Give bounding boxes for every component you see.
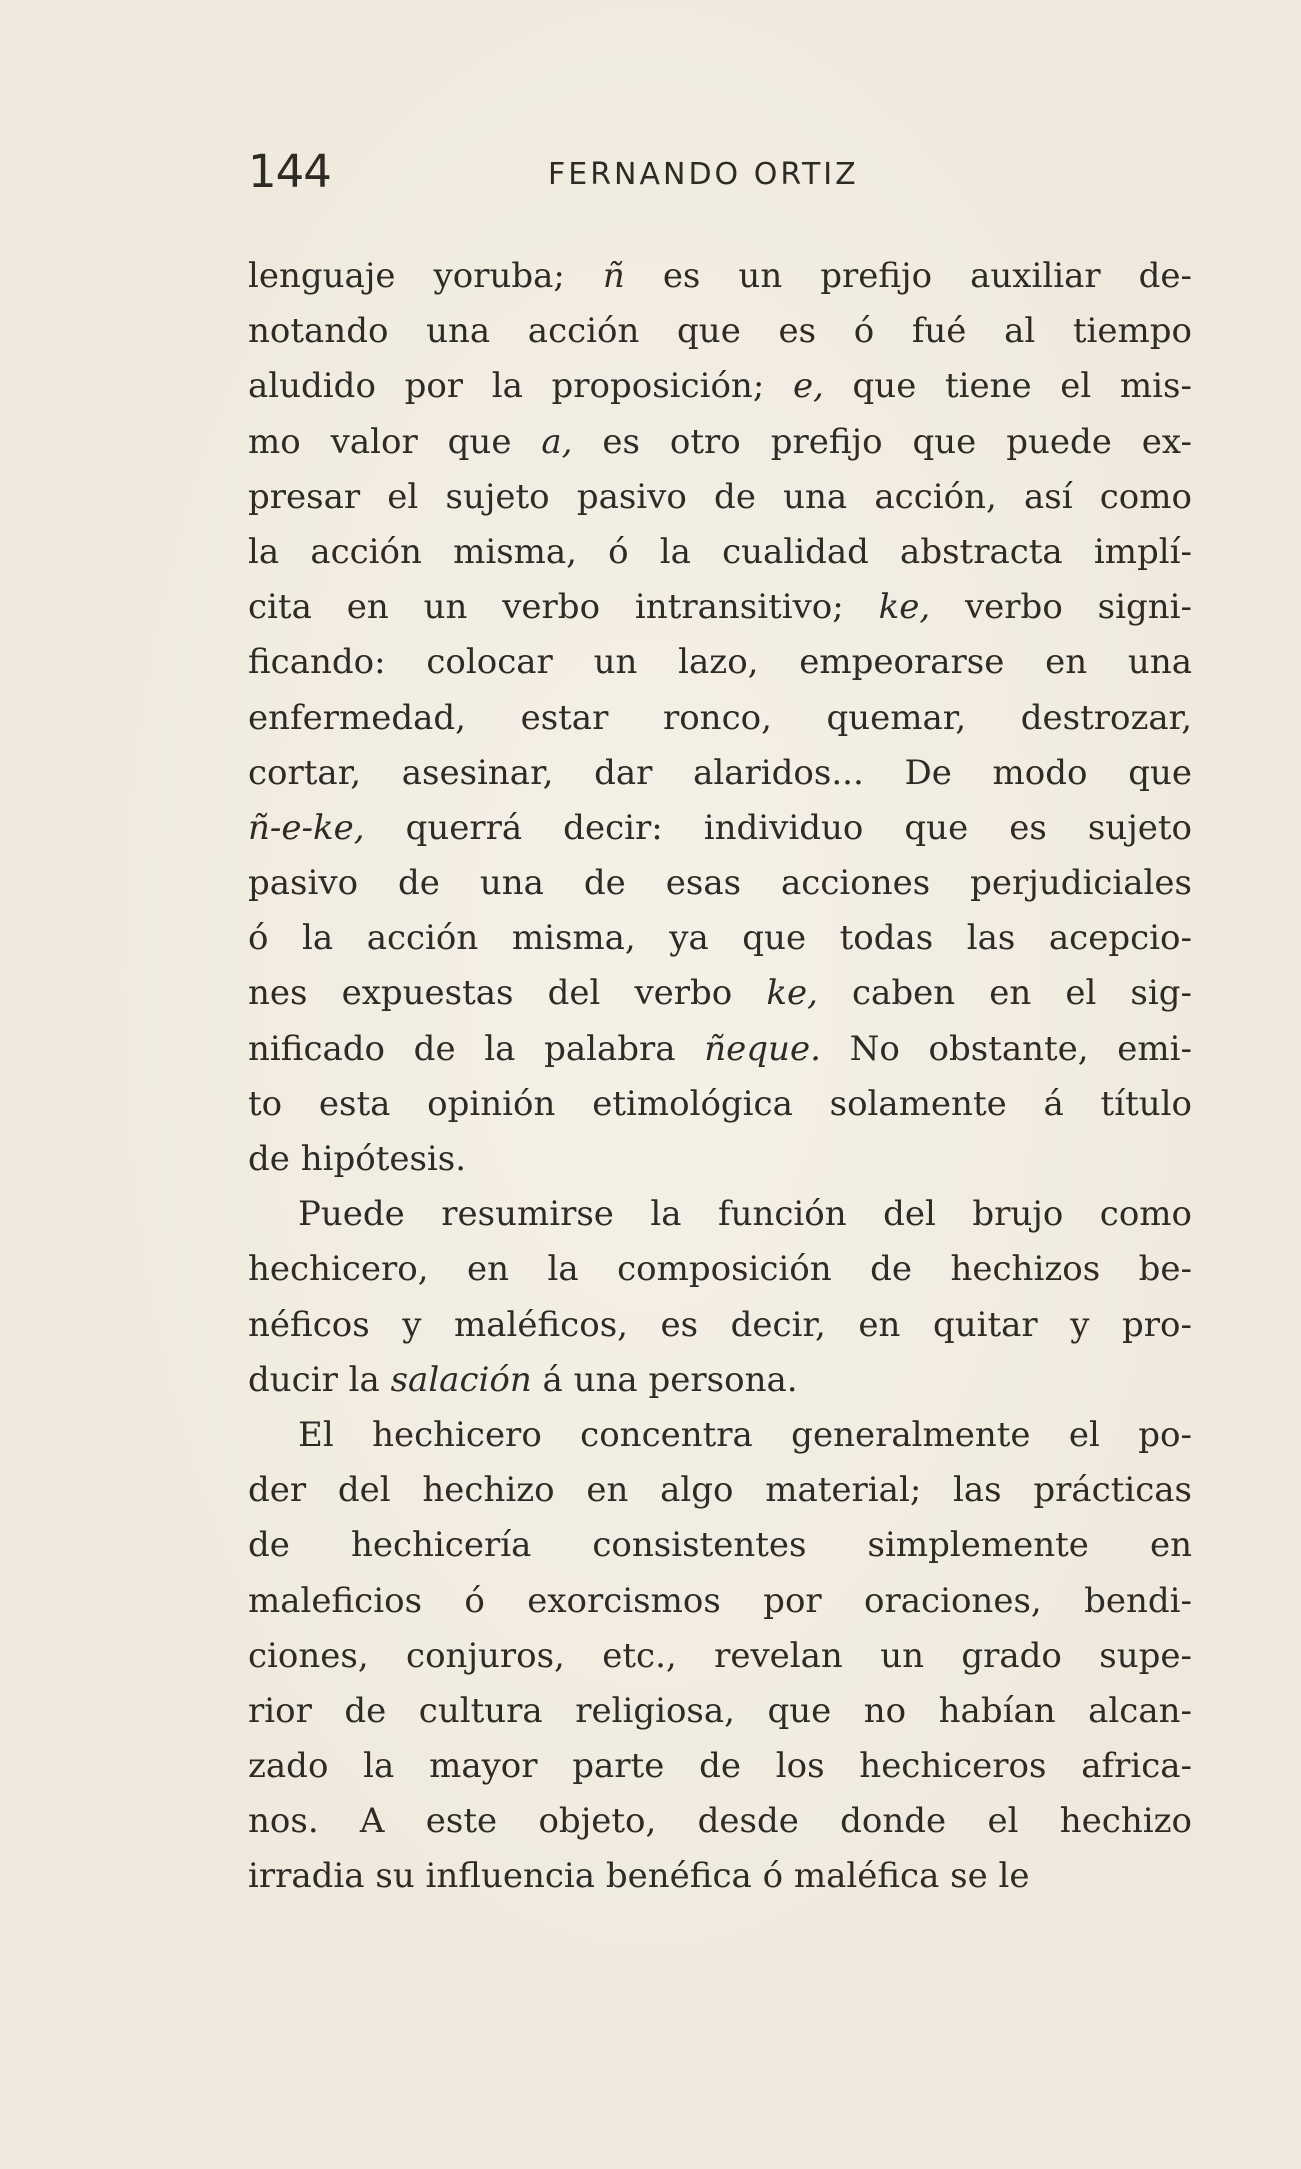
paragraph xyxy=(248,1187,1192,1408)
text-line xyxy=(248,966,1192,1021)
text-line xyxy=(248,1849,1192,1904)
text-run: ó la acción misma, ya que todas las acepcio- xyxy=(248,918,1192,959)
text-run: querrá decir: individuo que es sujeto xyxy=(364,807,1192,848)
text-run: hechicero, en la composición de hechizos be- xyxy=(248,1249,1192,1290)
text-line xyxy=(248,1739,1192,1794)
text-line xyxy=(248,801,1192,856)
text-run: aludido por la proposición; xyxy=(248,366,793,407)
text-run: néficos y maléficos, es decir, en quitar y pro- xyxy=(248,1304,1192,1345)
text-line xyxy=(248,580,1192,635)
text-line xyxy=(248,470,1192,525)
italic-word: salación xyxy=(390,1359,532,1400)
body-text xyxy=(248,249,1192,1905)
paragraph xyxy=(248,1408,1192,1905)
text-run: cortar, asesinar, dar alaridos... De modo que xyxy=(248,752,1192,793)
text-line xyxy=(248,1298,1192,1353)
text-run: presar el sujeto pasivo de una acción, así como xyxy=(248,476,1192,517)
text-run: ficando: colocar un lazo, empeorarse en una xyxy=(248,642,1192,683)
text-run: maleficios ó exorcismos por oraciones, bendi- xyxy=(248,1580,1192,1621)
page-number: 144 xyxy=(248,145,331,198)
text-line xyxy=(248,1353,1192,1408)
text-run: notando una acción que es ó fué al tiempo xyxy=(248,311,1192,352)
text-run: zado la mayor parte de los hechiceros africa- xyxy=(248,1746,1192,1787)
italic-word: a, xyxy=(541,421,573,462)
text-run: de hechicería consistentes simplemente en xyxy=(248,1525,1192,1566)
text-run: caben en el sig- xyxy=(817,973,1192,1014)
text-line xyxy=(248,249,1192,304)
italic-word: ñeque. xyxy=(704,1028,821,1069)
text-line xyxy=(248,856,1192,911)
text-run: pasivo de una de esas acciones perjudiciales xyxy=(248,863,1192,904)
text-line xyxy=(248,1794,1192,1849)
page-header xyxy=(248,145,1188,205)
text-run: rior de cultura religiosa, que no habían alcan- xyxy=(248,1690,1192,1731)
text-line xyxy=(248,1077,1192,1132)
text-line xyxy=(248,415,1192,470)
text-line xyxy=(248,691,1192,746)
text-line xyxy=(248,1463,1192,1518)
text-run: der del hechizo en algo material; las prácticas xyxy=(248,1470,1192,1511)
text-line xyxy=(248,1022,1192,1077)
text-line xyxy=(248,1132,1192,1187)
italic-word: ke, xyxy=(878,587,931,628)
text-run: es otro prefijo que puede ex- xyxy=(572,421,1192,462)
text-run: No obstante, emi- xyxy=(820,1028,1192,1069)
text-run: Puede resumirse la función del brujo como xyxy=(298,1194,1192,1235)
text-line xyxy=(248,1629,1192,1684)
text-line xyxy=(248,304,1192,359)
italic-word: ke, xyxy=(766,973,818,1014)
text-line xyxy=(248,746,1192,801)
text-run: enfermedad, estar ronco, quemar, destrozar, xyxy=(248,697,1192,738)
text-run: la acción misma, ó la cualidad abstracta implí- xyxy=(248,531,1192,572)
text-line xyxy=(248,1684,1192,1739)
text-run: nes expuestas del verbo xyxy=(248,973,767,1014)
text-line xyxy=(248,1242,1192,1297)
text-run: que tiene el mis- xyxy=(823,366,1192,407)
running-head: FERNANDO ORTIZ xyxy=(548,157,859,192)
text-run: de hipótesis. xyxy=(248,1139,467,1179)
text-run: ducir la xyxy=(248,1359,391,1400)
text-line xyxy=(248,635,1192,690)
text-run: to esta opinión etimológica solamente á título xyxy=(248,1083,1192,1124)
text-run: verbo signi- xyxy=(930,587,1192,628)
text-line xyxy=(248,359,1192,414)
text-run: El hechicero concentra generalmente el po- xyxy=(298,1414,1192,1455)
text-run: ciones, conjuros, etc., revelan un grado supe- xyxy=(248,1635,1192,1676)
text-run: es un prefijo auxiliar de- xyxy=(624,256,1192,296)
text-run: nos. A este objeto, desde donde el hechizo xyxy=(248,1801,1192,1842)
text-run: irradia su influencia benéfica ó maléfica se le xyxy=(248,1856,1030,1897)
text-run: cita en un verbo intransitivo; xyxy=(248,587,879,628)
italic-word: ñ xyxy=(602,256,625,296)
text-run: lenguaje yoruba; xyxy=(248,256,603,296)
paragraph xyxy=(248,249,1192,1187)
text-line xyxy=(248,911,1192,966)
text-line xyxy=(248,1574,1192,1629)
text-line xyxy=(248,1187,1192,1242)
text-line xyxy=(248,525,1192,580)
text-line xyxy=(248,1518,1192,1573)
text-run: mo valor que xyxy=(248,421,542,462)
italic-word: e, xyxy=(792,366,824,407)
text-run: nificado de la palabra xyxy=(248,1028,705,1069)
text-run: á una persona. xyxy=(531,1359,798,1400)
italic-word: ñ-e-ke, xyxy=(248,807,365,848)
text-line xyxy=(248,1408,1192,1463)
